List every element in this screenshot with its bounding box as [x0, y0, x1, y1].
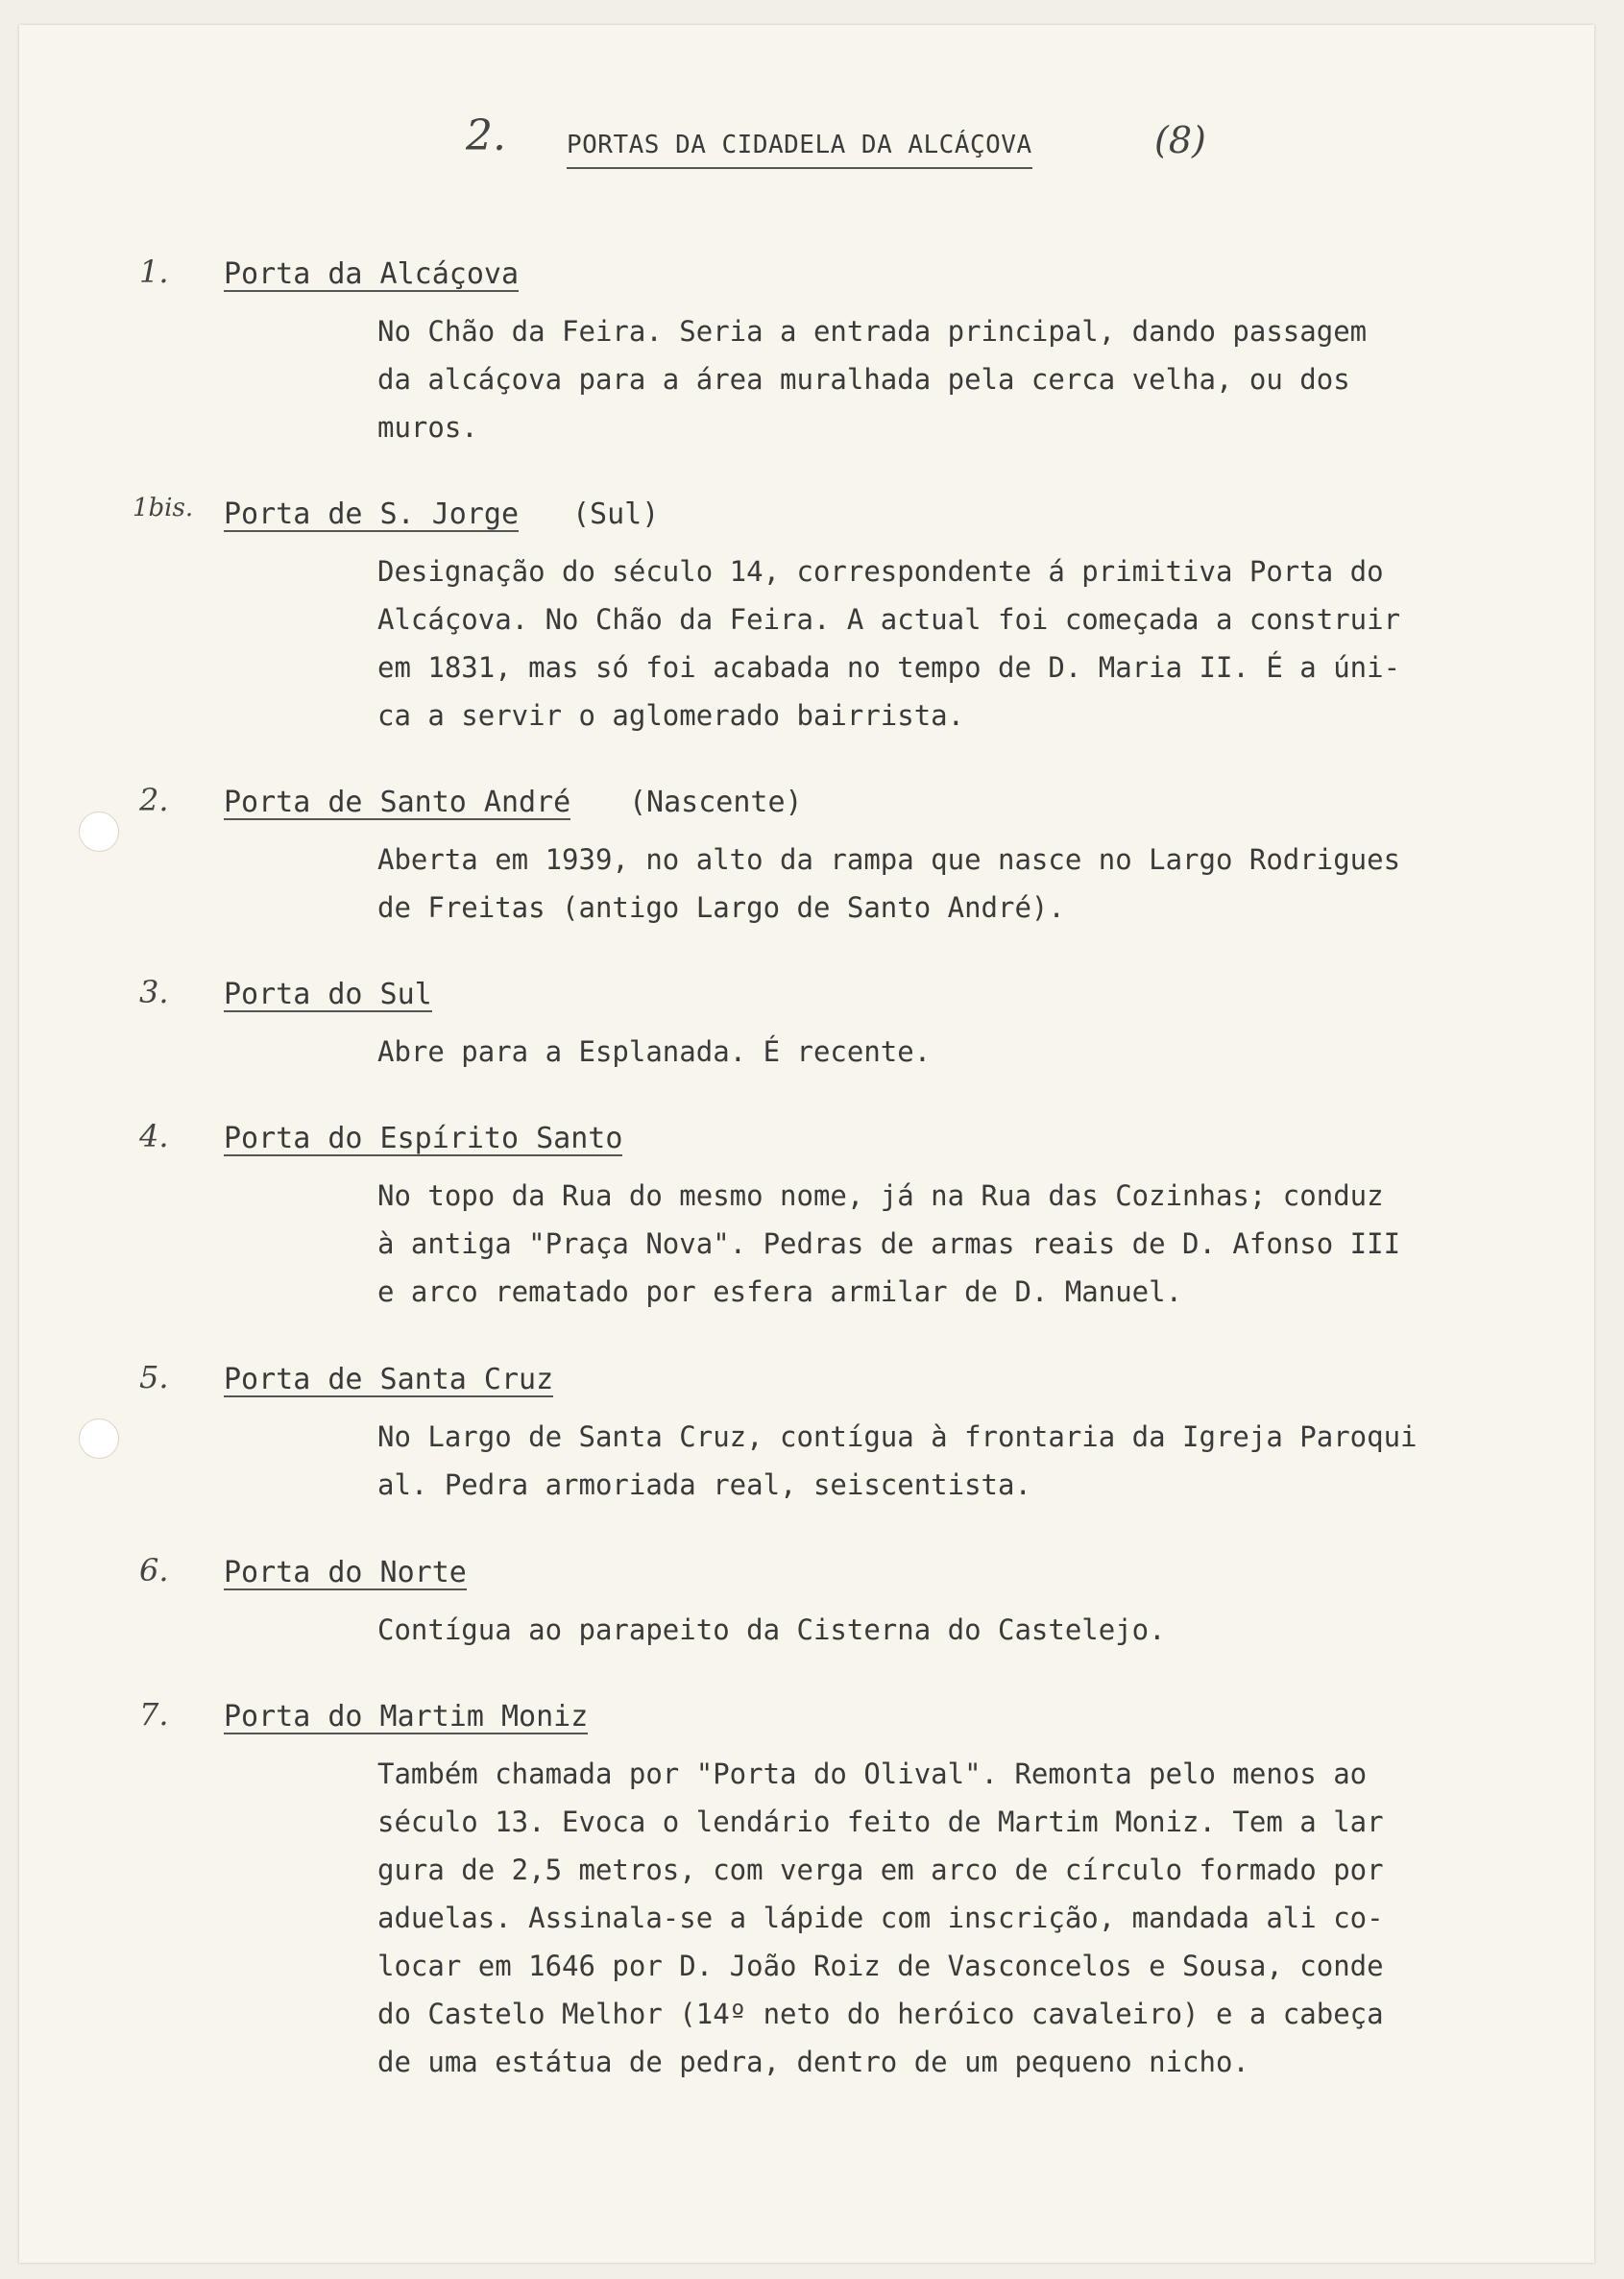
entry-body [377, 307, 1367, 451]
entry-line: muros. [377, 411, 478, 444]
section-number: 2. [466, 111, 506, 160]
entry-line: de uma estátua de pedra, dentro de um pequeno nicho. [377, 2046, 1249, 2078]
entry-body [377, 1028, 931, 1076]
entry-line: Abre para a Esplanada. É recente. [377, 1035, 932, 1068]
entry-title: Porta de S. Jorge [224, 497, 520, 531]
entry-title: Porta do Espírito Santo [224, 1122, 623, 1155]
entry-line: Também chamada por "Porta do Olival". Remonta pelo menos ao [377, 1758, 1368, 1790]
entry-title: Porta de Santo André [224, 786, 571, 819]
entry-number: 4. [139, 1118, 169, 1154]
entry-line: Alcáçova. No Chão da Feira. A actual foi começada a construir [377, 603, 1401, 636]
entry-line: gura de 2,5 metros, com verga em arco de círculo formado por [377, 1854, 1384, 1886]
entry-line: Designação do século 14, correspondente á primitiva Porta do [377, 555, 1384, 588]
entry-body [377, 1172, 1400, 1316]
entry-title: Porta do Martim Moniz [224, 1700, 589, 1733]
entry-number: 1. [139, 254, 169, 290]
entry-line: de Freitas (antigo Largo de Santo André). [377, 891, 1065, 924]
entry-number: 3. [139, 974, 169, 1010]
entry-title: Porta do Sul [224, 978, 432, 1011]
entry-line: Contígua ao parapeito da Cisterna do Castelejo. [377, 1613, 1166, 1646]
entry-number: 1bis. [133, 494, 194, 522]
document-title: PORTAS DA CIDADELA DA ALCÁÇOVA [567, 131, 1032, 169]
entry-title: Porta de Santa Cruz [224, 1363, 554, 1396]
entry-title: Porta do Norte [224, 1556, 467, 1589]
entry-title-suffix: (Sul) [572, 497, 660, 531]
entry-line: do Castelo Melhor (14º neto do heróico cavaleiro) e a cabeça [377, 1998, 1384, 2030]
entry-line: No Largo de Santa Cruz, contígua à frontaria da Igreja Paroqui [377, 1420, 1418, 1453]
entry-number: 6. [139, 1552, 169, 1588]
entry-number: 5. [139, 1359, 169, 1395]
entry-body [377, 1413, 1418, 1509]
entry-number: 7. [139, 1696, 169, 1733]
entry-line: No Chão da Feira. Seria a entrada principal, dando passagem [377, 315, 1368, 348]
gate-count: (8) [1154, 119, 1206, 161]
entry-line: aduelas. Assinala-se a lápide com inscrição, mandada ali co- [377, 1902, 1384, 1934]
entry-line: al. Pedra armoriada real, seiscentista. [377, 1468, 1031, 1501]
entry-line: da alcáçova para a área muralhada pela cerca velha, ou dos [377, 363, 1350, 396]
entry-title: Porta da Alcáçova [224, 257, 520, 291]
punch-hole-top [79, 812, 119, 852]
entry-line: No topo da Rua do mesmo nome, já na Rua das Cozinhas; conduz [377, 1179, 1384, 1212]
entry-body [377, 836, 1400, 932]
punch-hole-bottom [79, 1418, 119, 1459]
entry-line: à antiga "Praça Nova". Pedras de armas reais de D. Afonso III [377, 1227, 1401, 1260]
entry-line: e arco rematado por esfera armilar de D. Manuel. [377, 1275, 1183, 1308]
entry-title-suffix: (Nascente) [629, 786, 803, 819]
entry-body [377, 1606, 1166, 1654]
entry-line: locar em 1646 por D. João Roiz de Vasconcelos e Sousa, conde [377, 1950, 1384, 1982]
entry-body [377, 547, 1400, 739]
entry-line: século 13. Evoca o lendário feito de Martim Moniz. Tem a lar [377, 1806, 1384, 1838]
entry-body [377, 1750, 1384, 2086]
entry-line: em 1831, mas só foi acabada no tempo de D. Maria II. É a úni- [377, 651, 1401, 684]
entry-number: 2. [139, 782, 169, 818]
entry-line: Aberta em 1939, no alto da rampa que nasce no Largo Rodrigues [377, 843, 1401, 876]
entry-line: ca a servir o aglomerado bairrista. [377, 699, 965, 732]
